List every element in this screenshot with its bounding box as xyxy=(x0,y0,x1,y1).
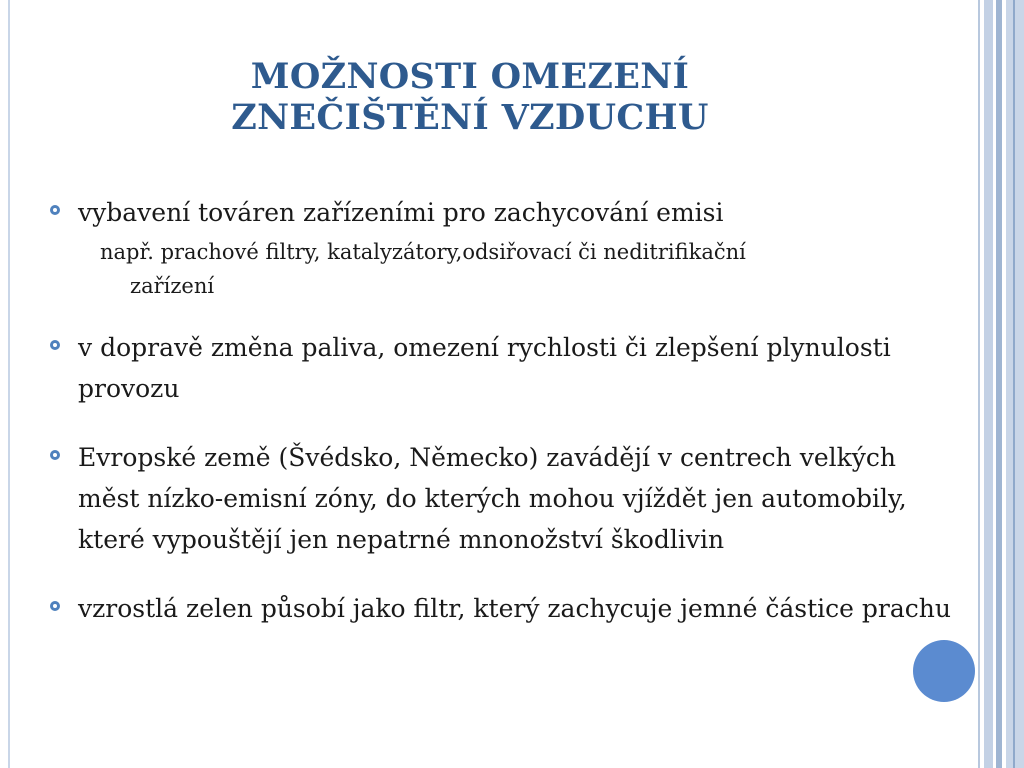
bullet-text: v dopravě změna paliva, omezení rychlosti či zlepšení plynulosti provozu xyxy=(78,333,891,403)
right-decor-band xyxy=(978,0,980,768)
sub-bullet-text-line-2: zařízení xyxy=(130,274,215,298)
bullet-circle-icon xyxy=(50,340,60,350)
slide-title xyxy=(150,56,790,138)
bullet-list xyxy=(48,192,958,629)
bullet-item xyxy=(48,192,958,233)
left-border-line xyxy=(8,0,10,768)
bullet-text: vybavení továren zařízeními pro zachycování emisi xyxy=(78,198,724,227)
slide-title-line-1: MOŽNOSTI OMEZENÍ xyxy=(250,56,690,97)
bullet-item xyxy=(48,588,958,629)
right-decor-band xyxy=(1013,0,1015,768)
bullet-item xyxy=(48,437,958,560)
bullet-item xyxy=(48,327,958,409)
right-decor-band xyxy=(996,0,1002,768)
bullet-circle-icon xyxy=(50,601,60,611)
right-decor-band xyxy=(1006,0,1024,768)
bullet-text: vzrostlá zelen působí jako filtr, který zachycuje jemné částice prachu xyxy=(78,594,951,623)
slide-title-line-2: ZNEČIŠTĚNÍ VZDUCHU xyxy=(231,97,709,138)
decor-circle xyxy=(913,640,975,702)
bullet-circle-icon xyxy=(50,450,60,460)
bullet-text: Evropské země (Švédsko, Německo) zavádějí v centrech velkých měst nízko-emisní zóny, do kterých mohou vjíždět jen automobily, které vypouštějí jen nepatrné mnonožství škodlivin xyxy=(78,443,907,554)
sub-bullet-item xyxy=(48,235,958,303)
right-decor-band xyxy=(984,0,993,768)
sub-bullet-text-line-1: např. prachové filtry, katalyzátory,odsiřovací či neditrifikační xyxy=(100,240,746,264)
bullet-circle-icon xyxy=(50,205,60,215)
